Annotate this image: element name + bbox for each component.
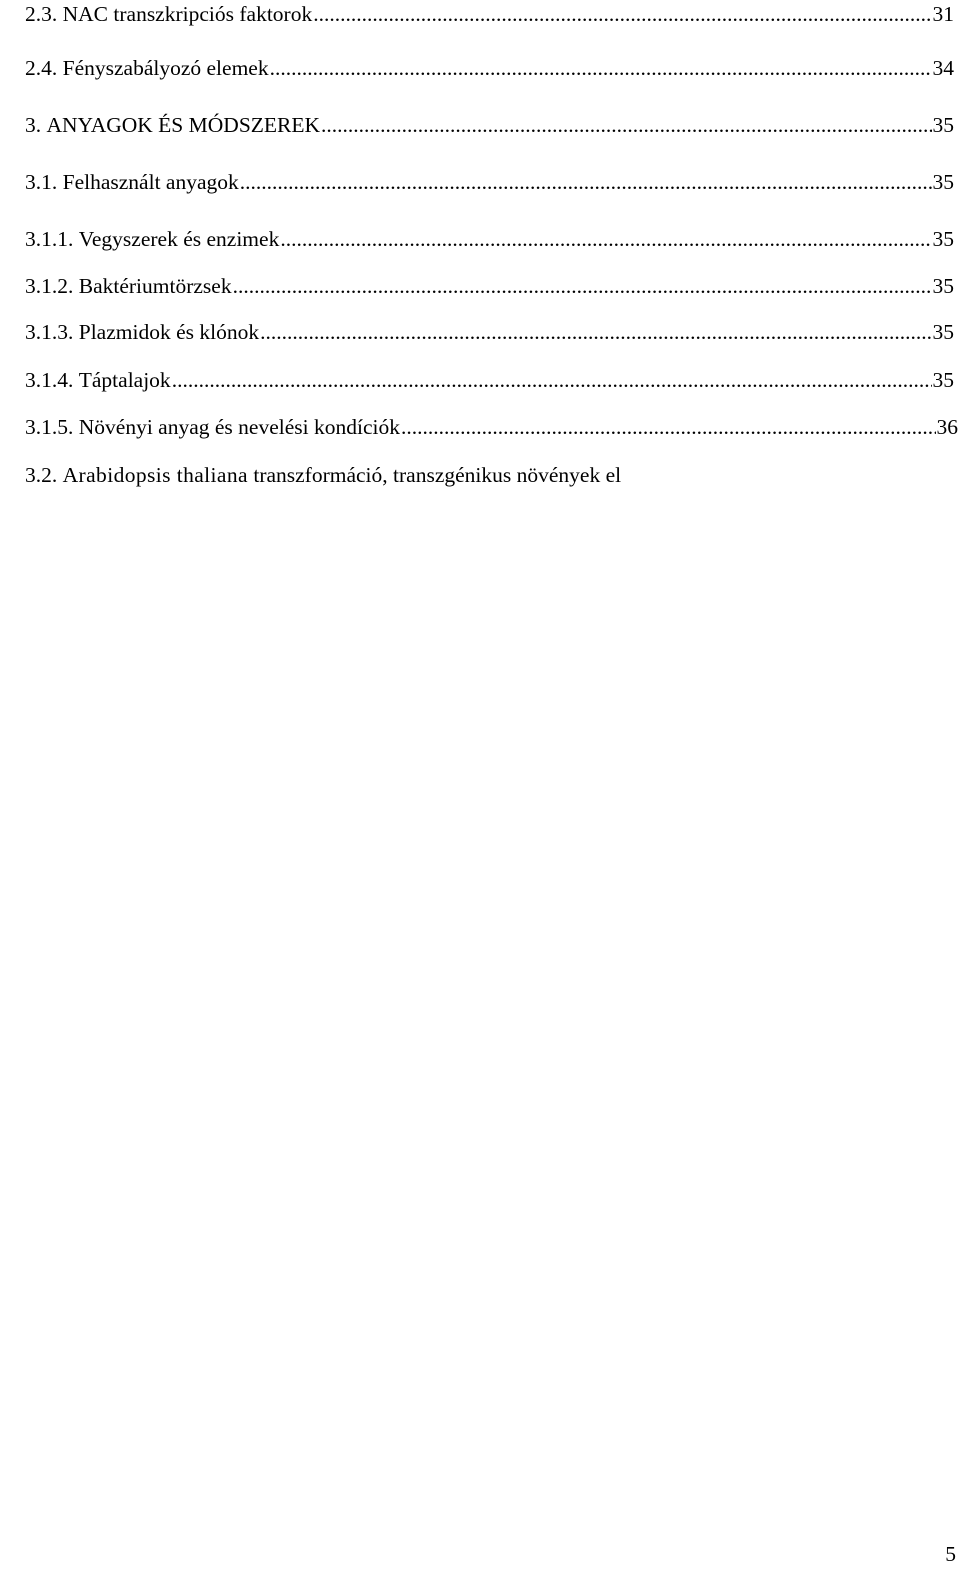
toc-dot-leader xyxy=(270,54,932,82)
toc-entry-title: NAC transzkripciós faktorok xyxy=(62,2,313,26)
toc-entry-page: 35 xyxy=(932,320,954,344)
toc-entry-page: 34 xyxy=(932,56,954,80)
toc-entry xyxy=(25,366,954,394)
toc-entry-title: Felhasznált anyagok xyxy=(62,170,239,194)
toc-entry xyxy=(25,225,954,253)
toc-dot-leader xyxy=(172,366,932,394)
toc-entry-number: 3.1.2. xyxy=(25,274,74,298)
toc-dot-leader xyxy=(321,111,931,139)
toc-entry-number: 3.1.1. xyxy=(25,227,74,251)
toc-entry-number: 3.1.5. xyxy=(25,415,74,439)
toc-entry-page: 36 xyxy=(936,415,958,439)
toc-entry-title: Vegyszerek és enzimek xyxy=(78,227,280,251)
toc-entry-title: Fényszabályozó elemek xyxy=(62,56,269,80)
page-number: 5 xyxy=(945,1542,956,1566)
toc-entry-number: 2.4. xyxy=(25,56,58,80)
toc-entry-title: ANYAGOK ÉS MÓDSZEREK xyxy=(46,113,321,137)
toc-entry xyxy=(25,272,954,300)
toc-entry xyxy=(25,413,958,441)
toc-entry-title: Plazmidok és klónok xyxy=(78,320,260,344)
toc-dot-leader xyxy=(233,272,932,300)
toc-entry-page: 31 xyxy=(932,2,954,26)
toc-entry-page: 35 xyxy=(932,368,954,392)
toc-entry-page: 35 xyxy=(932,274,954,298)
toc-dot-leader xyxy=(240,168,932,196)
toc-entry-title: Növényi anyag és nevelési kondíciók xyxy=(78,415,400,439)
toc-entry-page: 35 xyxy=(932,113,954,137)
toc-entry-partial xyxy=(25,461,955,489)
toc-dot-leader xyxy=(401,413,936,441)
toc-entry-title: Baktériumtörzsek xyxy=(78,274,232,298)
toc-entry-number: 2.3. xyxy=(25,2,58,26)
toc-entry-title-species: Arabidopsis thaliana xyxy=(62,463,248,487)
toc-dot-leader xyxy=(260,318,931,346)
toc-entry-title: transzformáció, transzgénikus növények el xyxy=(247,463,622,487)
toc-entry-number: 3.1.4. xyxy=(25,368,74,392)
toc-entry xyxy=(25,168,954,196)
toc-entry-title: Táptalajok xyxy=(78,368,171,392)
toc-entry-number: 3. xyxy=(25,113,42,137)
toc-entry-number: 3.1. xyxy=(25,170,58,194)
toc-entry xyxy=(25,318,954,346)
toc-entry xyxy=(25,54,954,82)
toc-entry-page: 35 xyxy=(932,170,954,194)
toc-dot-leader xyxy=(313,0,931,28)
toc-entry-page: 35 xyxy=(932,227,954,251)
toc-entry-number: 3.1.3. xyxy=(25,320,74,344)
toc-dot-leader xyxy=(280,225,931,253)
toc-entry xyxy=(25,0,954,28)
toc-entry-number: 3.2. xyxy=(25,463,58,487)
toc-entry xyxy=(25,111,954,139)
